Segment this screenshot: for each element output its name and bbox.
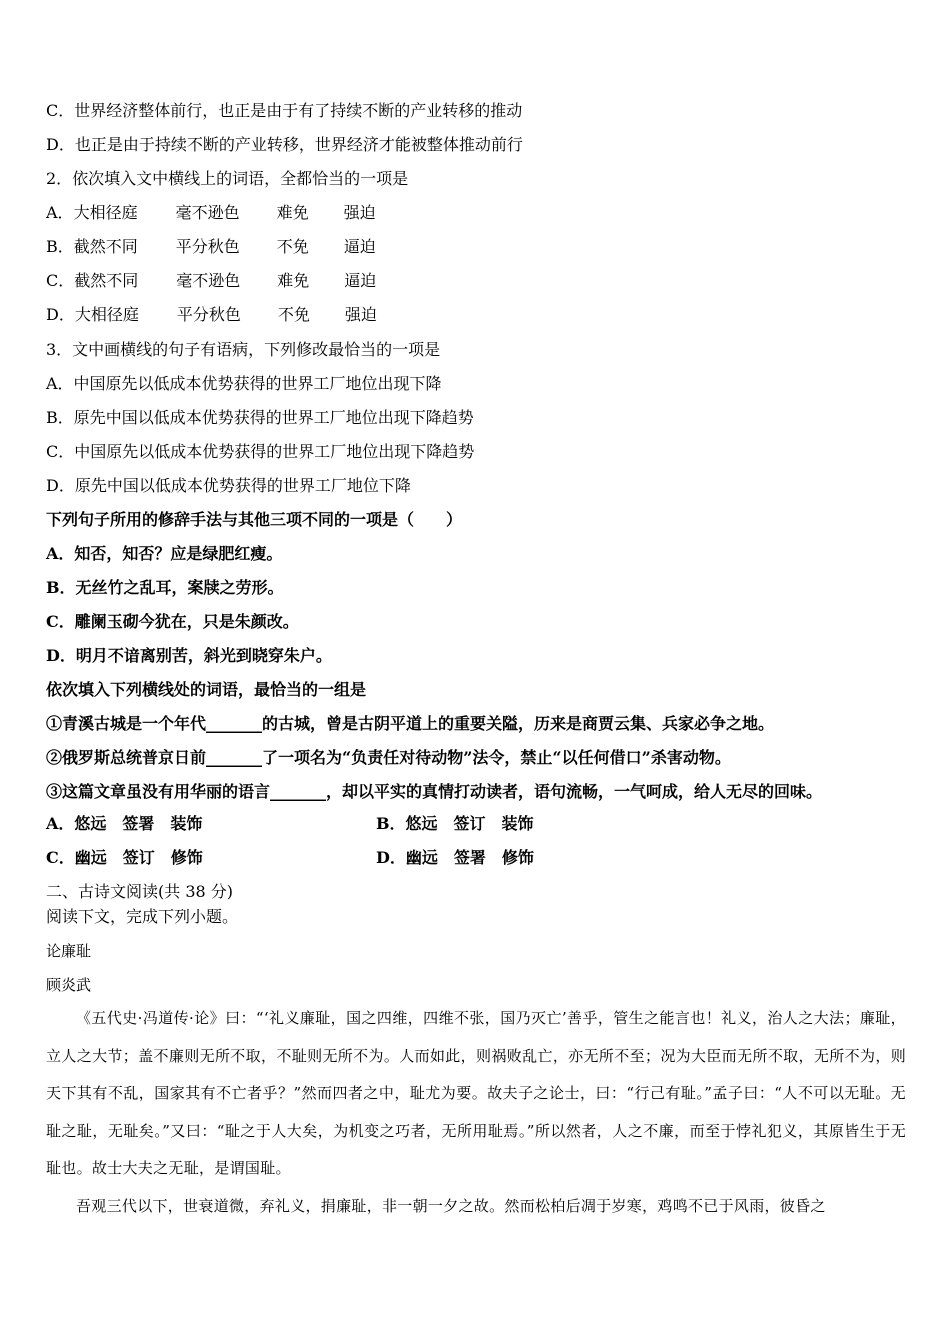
- q4-option-d: D．明月不谙离别苦，斜光到晓穿朱户。: [46, 646, 332, 665]
- option-word: 强迫: [344, 305, 377, 324]
- q3-stem: 3．文中画横线的句子有语病，下列修改最恰当的一项是: [46, 340, 441, 359]
- option-letter: A．: [46, 203, 74, 222]
- option-letter: C．: [46, 271, 75, 290]
- q5-option-b: [376, 814, 534, 834]
- option-word: 毫不逊色: [175, 203, 240, 222]
- option-word: 逼迫: [344, 271, 377, 290]
- option-word: 平分秋色: [175, 237, 240, 256]
- q5-sentence-2: ②俄罗斯总统普京日前_______了一项名为“负责任对待动物”法令，禁止“以任何借口”杀害动物。: [46, 748, 731, 767]
- q4-stem: 下列句子所用的修辞手法与其他三项不同的一项是（ ）: [46, 510, 463, 529]
- option-text: 悠远 签署 装饰: [74, 814, 203, 833]
- option-word: 不免: [276, 237, 309, 256]
- q5-stem: 依次填入下列横线处的词语，最恰当的一组是: [46, 680, 367, 699]
- essay-title: 论廉耻: [46, 942, 92, 960]
- option-letter: D．: [46, 305, 75, 324]
- q4-option-b: B．无丝竹之乱耳，案牍之劳形。: [46, 578, 284, 597]
- option-word: 大相径庭: [73, 203, 138, 222]
- q2-stem: 2．依次填入文中横线上的词语，全都恰当的一项是: [46, 169, 409, 188]
- essay-body: [46, 1000, 906, 1225]
- q5-option-row-2: [46, 848, 906, 868]
- essay-paragraph: 《五代史·冯道传·论》曰：“‘礼义廉耻，国之四维，四维不张，国乃灭亡’善乎，管生之能言也！礼义，治人之大法；廉耻，立人之大节；盖不廉则无所不取，不耻则无所不为。人而如此，则祸败乱亡，亦无所不至；况为大臣而无所不取，无所不为，则天下其有不乱，国家其有不亡者乎？”然而四者之中，耻尤为要。故夫子之论士，曰：“行己有耻。”孟子曰：“人不可以无耻。无耻之耻，无耻矣。”又曰：“耻之于人大矣，为机变之巧者，无所用耻焉。”所以然者，人之不廉，而至于悖礼犯义，其原皆生于无耻也。故士大夫之无耻，是谓国耻。: [46, 1009, 906, 1177]
- option-letter: B．: [376, 814, 406, 833]
- option-word: 难免: [276, 203, 309, 222]
- option-word: 难免: [277, 271, 310, 290]
- q5-option-d: [376, 848, 534, 868]
- q1-option-d: D．也正是由于持续不断的产业转移，世界经济才能被整体推动前行: [46, 135, 523, 154]
- q2-option-c: [46, 271, 376, 291]
- option-text: 悠远 签订 装饰: [405, 814, 534, 833]
- q2-option-d: [46, 305, 377, 325]
- option-letter: D．: [376, 848, 406, 867]
- option-word: 平分秋色: [176, 305, 241, 324]
- option-word: 截然不同: [74, 271, 139, 290]
- q3-option-d: D．原先中国以低成本优势获得的世界工厂地位下降: [46, 476, 411, 495]
- q1-option-c: C．世界经济整体前行，也正是由于有了持续不断的产业转移的推动: [46, 101, 523, 120]
- option-word: 不免: [277, 305, 310, 324]
- q5-option-a: [46, 814, 202, 833]
- option-letter: C．: [46, 848, 75, 867]
- q3-option-c: C．中国原先以低成本优势获得的世界工厂地位出现下降趋势: [46, 442, 475, 461]
- q5-option-c: [46, 848, 203, 867]
- q4-option-c: C．雕阑玉砌今犹在，只是朱颜改。: [46, 612, 299, 631]
- essay-author: 顾炎武: [46, 976, 92, 994]
- q5-option-row-1: [46, 814, 906, 834]
- option-word: 大相径庭: [74, 305, 139, 324]
- q3-option-a: A．中国原先以低成本优势获得的世界工厂地位出现下降: [46, 374, 442, 393]
- q4-option-a: A．知否，知否？应是绿肥红瘦。: [46, 544, 283, 563]
- option-letter: A．: [46, 814, 75, 833]
- option-text: 幽远 签署 修饰: [405, 848, 534, 867]
- q5-sentence-1: ①青溪古城是一个年代_______的古城，曾是古阴平道上的重要关隘，历来是商贾云集、兵家必争之地。: [46, 714, 775, 733]
- q5-sentence-3: ③这篇文章虽没有用华丽的语言_______，却以平实的真情打动读者，语句流畅，一气呵成，给人无尽的回味。: [46, 782, 823, 801]
- option-word: 毫不逊色: [176, 271, 241, 290]
- section-heading: 二、古诗文阅读(共 38 分): [46, 882, 234, 901]
- q2-option-a: [46, 203, 376, 223]
- q2-option-b: [46, 237, 376, 257]
- essay-paragraph: 吾观三代以下，世衰道微，弃礼义，捐廉耻，非一朝一夕之故。然而松柏后凋于岁寒，鸡鸣不已于风雨，彼昏之: [76, 1196, 826, 1215]
- option-letter: B．: [46, 237, 74, 256]
- option-text: 幽远 签订 修饰: [74, 848, 203, 867]
- option-word: 逼迫: [343, 237, 376, 256]
- option-word: 截然不同: [73, 237, 138, 256]
- section-instruction: 阅读下文，完成下列小题。: [46, 907, 239, 926]
- q3-option-b: B．原先中国以低成本优势获得的世界工厂地位出现下降趋势: [46, 408, 474, 427]
- option-word: 强迫: [343, 203, 376, 222]
